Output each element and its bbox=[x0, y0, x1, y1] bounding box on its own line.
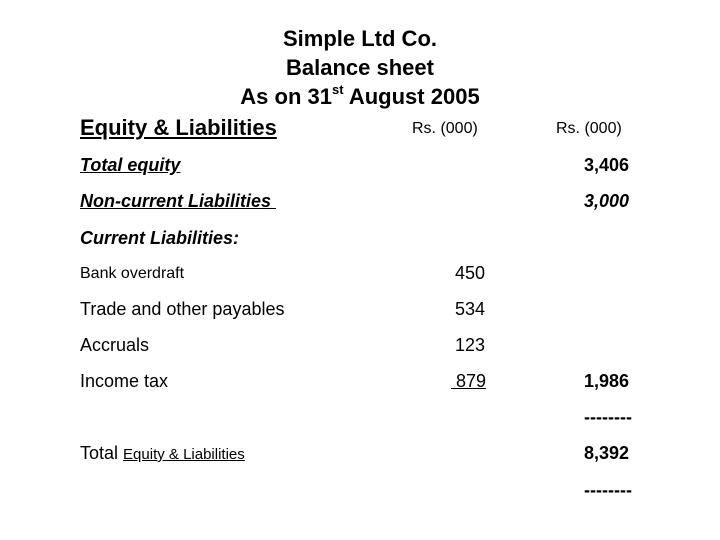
grand-total-label: Total Equity & Liabilities bbox=[80, 443, 245, 463]
statement-title: Balance sheet bbox=[286, 55, 434, 80]
separator-dashes: -------- bbox=[584, 480, 632, 500]
current-item-value-underlined: 879 bbox=[456, 371, 487, 391]
current-liabilities-heading: Current Liabilities: bbox=[80, 228, 240, 248]
current-item-value: 450 bbox=[455, 263, 486, 283]
current-liabilities-total: 1,986 bbox=[584, 371, 630, 391]
column-header-1: Rs. (000) bbox=[412, 120, 478, 137]
current-item-value: 123 bbox=[455, 335, 486, 355]
non-current-value: 3,000 bbox=[584, 191, 630, 211]
current-item-label: Bank overdraft bbox=[80, 265, 185, 282]
as-on-date: As on 31st August 2005 bbox=[240, 82, 480, 109]
grand-total-value: 8,392 bbox=[584, 443, 630, 463]
total-equity-label: Total equity bbox=[80, 155, 181, 175]
current-item-label: Income tax bbox=[80, 371, 169, 391]
column-header-2: Rs. (000) bbox=[556, 120, 622, 137]
current-item-value: 534 bbox=[455, 299, 486, 319]
company-name: Simple Ltd Co. bbox=[283, 26, 437, 51]
non-current-label: Non-current Liabilities bbox=[80, 191, 272, 211]
current-item-label: Accruals bbox=[80, 335, 150, 355]
section-heading: Equity & Liabilities bbox=[80, 115, 277, 140]
total-equity-value: 3,406 bbox=[584, 155, 630, 175]
current-item-label: Trade and other payables bbox=[80, 299, 285, 319]
separator-dashes: -------- bbox=[584, 407, 632, 427]
